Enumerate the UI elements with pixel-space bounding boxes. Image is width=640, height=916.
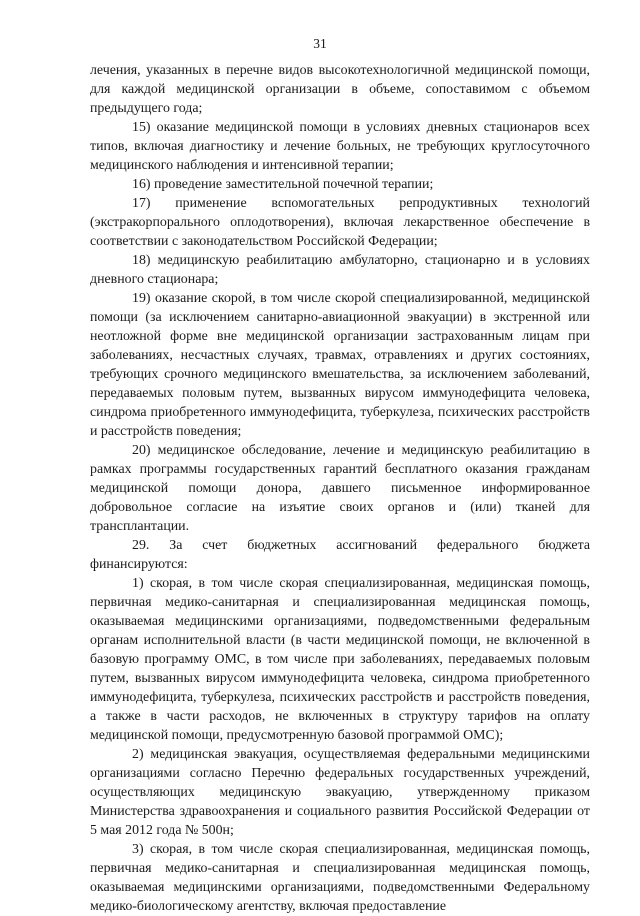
paragraph-item-19: 19) оказание скорой, в том числе скорой специализированной, медицинской помощи (за исключением санитарно-авиационной эвакуации) в экстренной или неотложной форме вне медицинской организации застрахованным лицам при заболеваниях, несчастных случаях, травмах, отравлениях и других состояниях, требующих срочного медицинского вмешательства, за исключением заболеваний, передаваемых половым путем, вызванных вирусом иммунодефицита человека, синдрома приобретенного иммунодефицита, туберкулеза, психических расстройств и расстройств поведения; (90, 291, 590, 439)
paragraph-section-29: 29. За счет бюджетных ассигнований федерального бюджета финансируются: (90, 538, 590, 572)
paragraph-item-18: 18) медицинскую реабилитацию амбулаторно, стационарно и в условиях дневного стационара; (90, 253, 590, 287)
paragraph-item-17: 17) применение вспомогательных репродуктивных технологий (экстракорпорального оплодотворения), включая лекарственное обеспечение в соответствии с законодательством Российской Федерации; (90, 196, 590, 249)
paragraph-section-29-item-3: 3) скорая, в том числе скорая специализированная, медицинская помощь, первичная медико-санитарная и специализированная медицинская помощь, оказываемая медицинскими организациями, подведомственными Федеральному медико-биологическому агентству, включая предоставление (90, 842, 590, 914)
paragraph-item-20: 20) медицинское обследование, лечение и медицинскую реабилитацию в рамках программы государственных гарантий бесплатного оказания гражданам медицинской помощи донора, давшего письменное информированное добровольное согласие на изъятие своих органов и (или) тканей для трансплантации. (90, 443, 590, 534)
paragraph-section-29-item-1: 1) скорая, в том числе скорая специализированная, медицинская помощь, первичная медико-санитарная и специализированная медицинская помощь, оказываемая медицинскими организациями, подведомственными федеральным органам исполнительной власти (в части медицинской помощи, не включенной в базовую программу ОМС, в том числе при заболеваниях, передаваемых половым путем, вызванных вирусом иммунодефицита человека, синдрома приобретенного иммунодефицита, туберкулеза, психических расстройств и расстройств поведения, а также в части расходов, не включенных в структуру тарифов на оплату медицинской помощи, предусмотренную базовой программой ОМС); (90, 576, 590, 743)
document-body (90, 61, 590, 914)
paragraph-section-29-item-2: 2) медицинская эвакуация, осуществляемая федеральными медицинскими организациями согласно Перечню федеральных государственных учреждений, осуществляющих медицинскую эвакуацию, утвержденному приказом Министерства здравоохранения и социального развития Российской Федерации от 5 мая 2012 года № 500н; (90, 747, 590, 838)
paragraph-item-15: 15) оказание медицинской помощи в условиях дневных стационаров всех типов, включая диагностику и лечение больных, не требующих круглосуточного медицинского наблюдения и интенсивной терапии; (90, 120, 590, 173)
page-number: 31 (313, 36, 327, 51)
paragraph-item-16: 16) проведение заместительной почечной терапии; (132, 177, 434, 192)
paragraph-continuation: лечения, указанных в перечне видов высокотехнологичной медицинской помощи, для каждой медицинской организации в объеме, сопоставимом с объемом предыдущего года; (90, 63, 590, 116)
